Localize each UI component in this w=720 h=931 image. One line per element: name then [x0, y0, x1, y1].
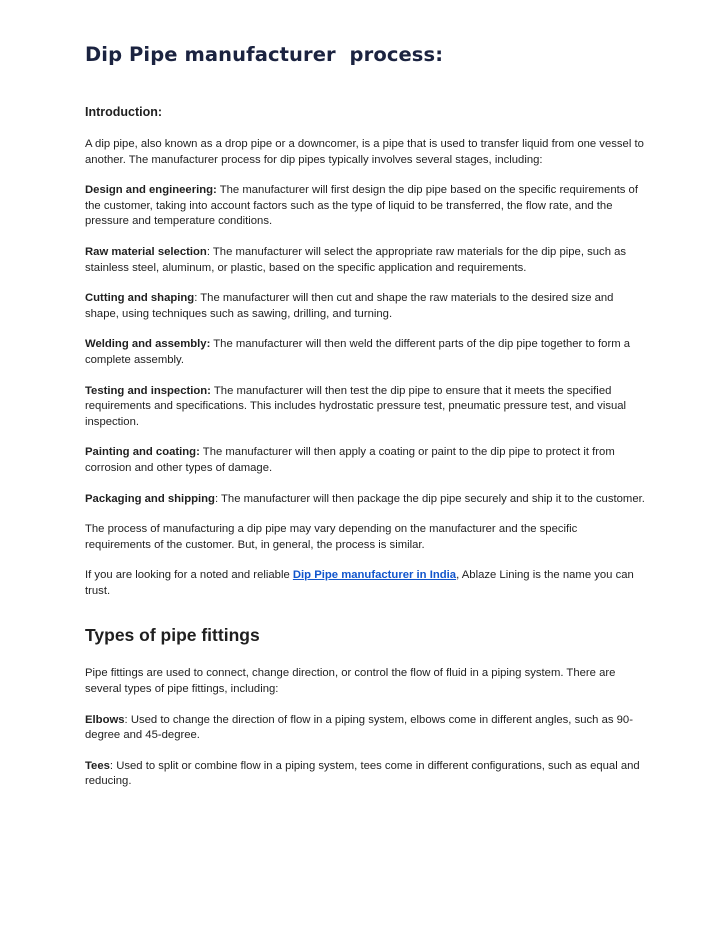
cta-paragraph — [85, 568, 645, 599]
step-term: Design and engineering: — [85, 184, 217, 197]
step-welding-assembly — [85, 337, 645, 368]
step-term: Welding and assembly: — [85, 338, 211, 351]
step-term: Painting and coating: — [85, 446, 200, 459]
step-design-engineering — [85, 183, 645, 230]
fitting-text: : Used to split or combine flow in a piping system, tees come in different configurations, such as equal and reducing. — [85, 759, 640, 788]
step-term: Testing and inspection: — [85, 384, 211, 397]
step-packaging-shipping — [85, 492, 645, 508]
step-term: Packaging and shipping — [85, 492, 215, 505]
fitting-text: : Used to change the direction of flow in a piping system, elbows come in different angles, such as 90-degree and 45-degree. — [85, 713, 633, 742]
step-text: The manufacturer will then apply a coating or paint to the dip pipe to protect it from corrosion and other types of damage. — [85, 446, 615, 474]
step-text: The manufacturer will then test the dip pipe to ensure that it meets the specified requirements and specifications. This includes hydrostatic pressure test, pneumatic pressure test, and visual inspection. — [85, 384, 627, 428]
introduction-heading: Introduction: — [85, 105, 163, 119]
cta-text-before: If you are looking for a noted and reliable — [85, 569, 293, 582]
conclusion-paragraph: The process of manufacturing a dip pipe may vary depending on the manufacturer and the specific requirements of the customer. But, in general, the process is similar. — [85, 523, 578, 551]
fitting-term: Tees — [85, 759, 110, 772]
document-content — [85, 40, 645, 790]
step-testing-inspection — [85, 384, 645, 431]
cta-text-after: , Ablaze Lining is the name you can trust. — [85, 569, 634, 597]
section-title-pipe-fittings: Types of pipe fittings — [85, 625, 260, 646]
fitting-term: Elbows — [85, 713, 125, 726]
introduction-paragraph: A dip pipe, also known as a drop pipe or a downcomer, is a pipe that is used to transfer liquid from one vessel to another. The manufacturer process for dip pipes typically involves several stages, including: — [85, 138, 644, 166]
step-text: : The manufacturer will then cut and shape the raw materials to the desired size and shape, using techniques such as sawing, drilling, and turning. — [85, 292, 614, 320]
step-term: Raw material selection — [85, 245, 207, 258]
step-text: The manufacturer will first design the dip pipe based on the specific requirements of the customer, taking into account factors such as the type of liquid to be transferred, the flow rate, and the pressure and temperature conditions. — [85, 184, 638, 228]
step-text: : The manufacturer will then package the dip pipe securely and ship it to the customer. — [214, 492, 645, 505]
fitting-tees — [85, 759, 645, 790]
step-cutting-shaping — [85, 291, 645, 322]
dip-pipe-manufacturer-link[interactable]: Dip Pipe manufacturer in India — [292, 569, 457, 582]
step-text: The manufacturer will then weld the different parts of the dip pipe together to form a complete assembly. — [85, 338, 631, 366]
pipe-fittings-intro: Pipe fittings are used to connect, change direction, or control the flow of fluid in a piping system. There are several types of pipe fittings, including: — [85, 667, 616, 696]
step-painting-coating — [85, 445, 645, 476]
step-raw-material-selection — [85, 245, 645, 276]
fitting-elbows — [85, 713, 645, 744]
step-text: : The manufacturer will select the appropriate raw materials for the dip pipe, such as stainless steel, aluminum, or plastic, based on the specific application and requirements. — [85, 245, 627, 274]
page-title: Dip Pipe manufacturer process: — [85, 43, 444, 66]
step-term: Cutting and shaping — [85, 292, 195, 305]
